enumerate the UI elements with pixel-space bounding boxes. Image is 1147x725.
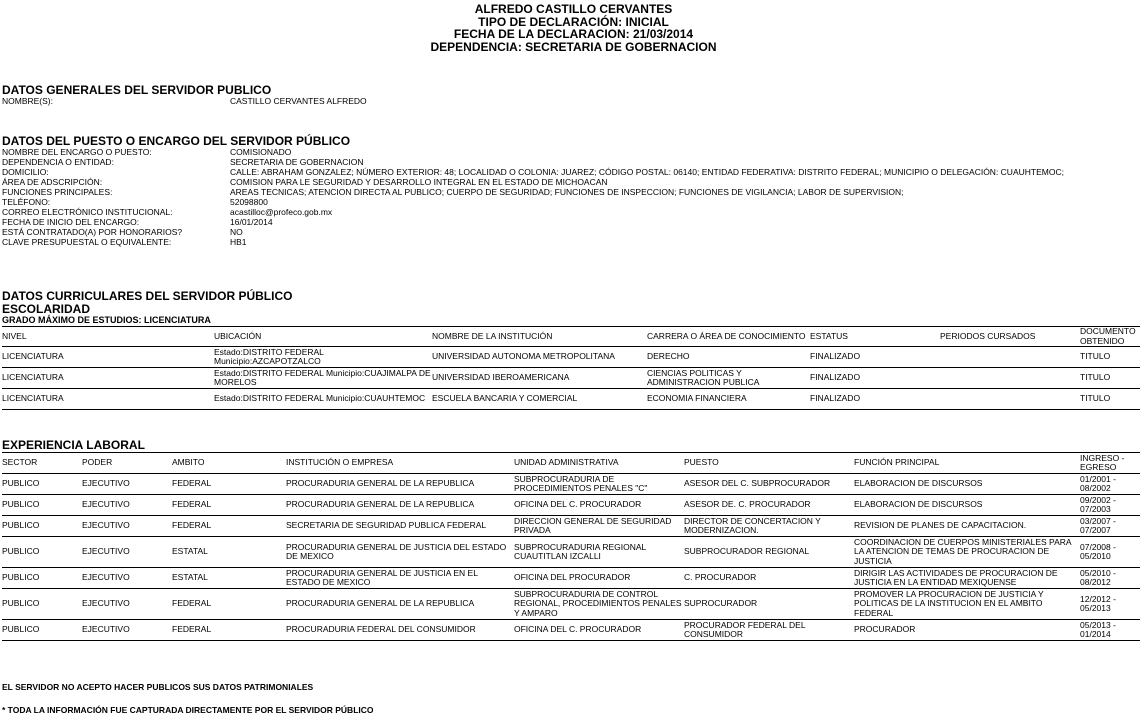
table-cell: LICENCIATURA <box>2 393 64 404</box>
field-label: TELÉFONO: <box>2 197 51 207</box>
escolaridad-table <box>2 326 1140 410</box>
table-cell: PUBLICO <box>2 598 40 609</box>
table-cell: PUBLICO <box>2 546 40 557</box>
column-header: INSTITUCIÓN O EMPRESA <box>286 457 394 468</box>
table-cell: UNIVERSIDAD IBEROAMERICANA <box>432 372 570 383</box>
field-value: 16/01/2014 <box>230 217 273 227</box>
table-cell: EJECUTIVO <box>82 572 130 583</box>
table-cell: FEDERAL <box>172 478 212 489</box>
column-header: DOCUMENTO OBTENIDO <box>1080 326 1136 346</box>
table-cell: REVISION DE PLANES DE CAPACITACION. <box>854 520 1027 531</box>
table-cell: EJECUTIVO <box>82 624 130 635</box>
table-cell: FINALIZADO <box>810 393 861 404</box>
field-label: ESTÁ CONTRATADO(A) POR HONORARIOS? <box>2 227 183 237</box>
fecha-declaracion: FECHA DE LA DECLARACION: 21/03/2014 <box>453 27 694 41</box>
field-value: HB1 <box>230 237 247 247</box>
table-cell: EJECUTIVO <box>82 520 130 531</box>
column-header: SECTOR <box>2 457 38 468</box>
table-cell: COORDINACION DE CUERPOS MINISTERIALES PARA LA ATENCION DE TEMAS DE PROCURACION DE JUSTICIA <box>854 536 1072 566</box>
table-cell: ESCUELA BANCARIA Y COMERCIAL <box>432 393 578 404</box>
table-cell: 12/2012 - 05/2013 <box>1080 593 1116 613</box>
table-cell: ESTATAL <box>172 572 208 583</box>
table-row <box>2 389 1140 410</box>
column-header: ESTATUS <box>810 330 848 341</box>
table-cell: ASESOR DEL C. SUBPROCURADOR <box>684 478 831 489</box>
column-header: PODER <box>82 457 113 468</box>
field-value: SECRETARIA DE GOBERNACION <box>230 157 364 167</box>
table-cell: DERECHO <box>647 351 690 362</box>
table-cell: FEDERAL <box>172 499 212 510</box>
table-row <box>2 589 1140 620</box>
field-value: NO <box>230 227 243 237</box>
table-cell: ELABORACION DE DISCURSOS <box>854 499 983 510</box>
column-header: FUNCIÓN PRINCIPAL <box>854 457 940 468</box>
field-label: DOMICILIO: <box>2 167 49 177</box>
table-cell: 05/2010 - 08/2012 <box>1080 567 1116 587</box>
table-row <box>2 516 1140 537</box>
table-cell <box>940 347 1080 368</box>
table-cell: PROCURADOR FEDERAL DEL CONSUMIDOR <box>684 619 806 639</box>
section-subtitle-escolaridad: ESCOLARIDAD <box>2 302 91 316</box>
table-cell: LICENCIATURA <box>2 372 64 383</box>
field-label: FUNCIONES PRINCIPALES: <box>2 187 113 197</box>
table-cell: OFICINA DEL C. PROCURADOR <box>514 499 642 510</box>
table-cell: 07/2008 - 05/2010 <box>1080 541 1116 561</box>
table-cell: FEDERAL <box>172 624 212 635</box>
table-cell: 03/2007 - 07/2007 <box>1080 515 1116 535</box>
table-cell: LICENCIATURA <box>2 351 64 362</box>
field-label: ÁREA DE ADSCRIPCIÓN: <box>2 177 103 187</box>
table-cell: PROCURADOR <box>854 624 916 635</box>
table-cell: SUBPROCURADURIA DE CONTROL REGIONAL, PROCEDIMIENTOS PENALES Y AMPARO <box>514 588 682 618</box>
table-cell: ESTATAL <box>172 546 208 557</box>
table-cell: SECRETARIA DE SEGURIDAD PUBLICA FEDERAL <box>286 520 487 531</box>
table-cell: ECONOMIA FINANCIERA <box>647 393 747 404</box>
field-label: CLAVE PRESUPUESTAL O EQUIVALENTE: <box>2 237 172 247</box>
table-cell: PROCURADURIA GENERAL DE LA REPUBLICA <box>286 478 475 489</box>
table-row <box>2 620 1140 641</box>
column-header: PUESTO <box>684 457 719 468</box>
table-cell: PROCURADURIA GENERAL DE JUSTICIA EN EL ESTADO DE MEXICO <box>286 567 478 587</box>
field-value: CALLE: ABRAHAM GONZALEZ; NÚMERO EXTERIOR: 48; LOCALIDAD O COLONIA: JUAREZ; CÓDIGO POSTAL: 06140; ENTIDAD FEDERATIVA: DISTRITO FEDERAL; MUNICIPIO O DELEGACIÓN: CUAUHTEMOC; <box>230 167 1064 177</box>
table-row <box>2 347 1140 368</box>
dependencia: DEPENDENCIA: SECRETARIA DE GOBERNACION <box>430 39 717 54</box>
field-value: 52098800 <box>230 197 268 207</box>
table-cell: DIRIGIR LAS ACTIVIDADES DE PROCURACION DE JUSTICIA EN LA ENTIDAD MEXIQUENSE <box>854 567 1058 587</box>
table-cell: C. PROCURADOR <box>684 572 757 583</box>
table-cell: 09/2002 - 07/2003 <box>1080 494 1116 514</box>
table-row <box>2 537 1140 568</box>
section-title-curriculares: DATOS CURRICULARES DEL SERVIDOR PÚBLICO <box>2 289 293 303</box>
column-header: PERIODOS CURSADOS <box>940 330 1036 341</box>
table-cell: SUBPROCURADOR REGIONAL <box>684 546 810 557</box>
table-cell: FINALIZADO <box>810 351 861 362</box>
table-cell: TITULO <box>1080 351 1111 362</box>
patrimoniales-note: EL SERVIDOR NO ACEPTO HACER PUBLICOS SUS DATOS PATRIMONIALES <box>2 682 314 692</box>
table-cell: ELABORACION DE DISCURSOS <box>854 478 983 489</box>
section-title-experiencia: EXPERIENCIA LABORAL <box>2 438 145 452</box>
table-cell: SUBPROCURADURIA DE PROCEDIMIENTOS PENALES "C" <box>514 473 648 493</box>
tipo-declaracion: TIPO DE DECLARACIÓN: INICIAL <box>478 14 669 29</box>
table-row <box>2 368 1140 389</box>
table-cell: DIRECCION GENERAL DE SEGURIDAD PRIVADA <box>514 515 672 535</box>
section-title-generales: DATOS GENERALES DEL SERVIDOR PUBLICO <box>2 83 272 97</box>
table-cell: OFICINA DEL C. PROCURADOR <box>514 624 642 635</box>
table-cell: 05/2013 - 01/2014 <box>1080 619 1116 639</box>
field-label: NOMBRE DEL ENCARGO O PUESTO: <box>2 147 152 157</box>
field-value: acastilloc@profeco.gob.mx <box>230 207 333 217</box>
table-cell <box>940 368 1080 389</box>
table-cell: EJECUTIVO <box>82 499 130 510</box>
table-cell: UNIVERSIDAD AUTONOMA METROPOLITANA <box>432 351 615 362</box>
table-row <box>2 568 1140 589</box>
table-cell: PUBLICO <box>2 478 40 489</box>
table-cell: SUBPROCURADURIA REGIONAL CUAUTITLAN IZCALLI <box>514 541 646 561</box>
field-value: COMISION PARA LE SEGURIDAD Y DESARROLLO INTEGRAL EN EL ESTADO DE MICHOACAN <box>230 177 608 187</box>
column-header: INGRESO - EGRESO <box>1080 452 1125 472</box>
table-cell: PROCURADURIA GENERAL DE LA REPUBLICA <box>286 499 475 510</box>
servidor-name: ALFREDO CASTILLO CERVANTES <box>474 2 673 16</box>
table-cell: OFICINA DEL PROCURADOR <box>514 572 631 583</box>
table-cell: PROMOVER LA PROCURACION DE JUSTICIA Y POLITICAS DE LA INSTITUCION EN EL AMBITO FEDERAL <box>854 588 1044 618</box>
field-label: DEPENDENCIA O ENTIDAD: <box>2 157 114 167</box>
table-cell: PUBLICO <box>2 624 40 635</box>
column-header: UBICACIÓN <box>214 330 262 341</box>
field-value: AREAS TECNICAS; ATENCION DIRECTA AL PUBLICO; CUERPO DE SEGURIDAD; FUNCIONES DE INSPECCION; FUNCIONES DE VIGILANCIA; LABOR DE SUPERVISION; <box>230 187 904 197</box>
table-cell: TITULO <box>1080 372 1111 383</box>
table-cell: PUBLICO <box>2 499 40 510</box>
table-cell: ASESOR DE. C. PROCURADOR <box>684 499 811 510</box>
table-row <box>2 474 1140 495</box>
field-value: CASTILLO CERVANTES ALFREDO <box>230 96 367 106</box>
table-cell: Estado:DISTRITO FEDERAL Municipio:AZCAPOTZALCO <box>214 346 324 366</box>
table-cell: PROCURADURIA FEDERAL DEL CONSUMIDOR <box>286 624 476 635</box>
table-cell: Estado:DISTRITO FEDERAL Municipio:CUAJIMALPA DE MORELOS <box>214 367 431 387</box>
table-cell: CIENCIAS POLITICAS Y ADMINISTRACION PUBLICA <box>647 367 760 387</box>
table-cell: PUBLICO <box>2 520 40 531</box>
table-cell: PUBLICO <box>2 572 40 583</box>
table-cell: FEDERAL <box>172 520 212 531</box>
field-label: NOMBRE(S): <box>2 96 53 106</box>
table-cell: EJECUTIVO <box>82 546 130 557</box>
table-cell: EJECUTIVO <box>82 478 130 489</box>
table-cell: PROCURADURIA GENERAL DE JUSTICIA DEL ESTADO DE MEXICO <box>286 541 507 561</box>
field-label: CORREO ELECTRÓNICO INSTITUCIONAL: <box>2 207 173 217</box>
table-cell: TITULO <box>1080 393 1111 404</box>
field-label: FECHA DE INICIO DEL ENCARGO: <box>2 217 140 227</box>
table-cell: SUPROCURADOR <box>684 598 758 609</box>
declaration-header <box>0 3 1147 53</box>
section-title-puesto: DATOS DEL PUESTO O ENCARGO DEL SERVIDOR PÚBLICO <box>2 134 351 148</box>
column-header: UNIDAD ADMINISTRATIVA <box>514 457 619 468</box>
column-header: CARRERA O ÁREA DE CONOCIMIENTO <box>647 330 806 341</box>
column-header: AMBITO <box>172 457 205 468</box>
field-value: COMISIONADO <box>230 147 292 157</box>
grado-maximo: GRADO MÁXIMO DE ESTUDIOS: LICENCIATURA <box>2 315 211 325</box>
table-cell <box>940 389 1080 410</box>
table-row <box>2 495 1140 516</box>
table-cell: FINALIZADO <box>810 372 861 383</box>
column-header: NIVEL <box>2 330 27 341</box>
captura-note: * TODA LA INFORMACIÓN FUE CAPTURADA DIRECTAMENTE POR EL SERVIDOR PÚBLICO <box>2 705 374 715</box>
table-cell: Estado:DISTRITO FEDERAL Municipio:CUAUHTEMOC <box>214 393 426 404</box>
table-cell: 01/2001 - 08/2002 <box>1080 473 1116 493</box>
experiencia-table <box>2 452 1140 641</box>
table-cell: EJECUTIVO <box>82 598 130 609</box>
table-cell: DIRECTOR DE CONCERTACION Y MODERNIZACION. <box>684 515 821 535</box>
table-cell: FEDERAL <box>172 598 212 609</box>
column-header: NOMBRE DE LA INSTITUCIÓN <box>432 330 553 341</box>
table-cell: PROCURADURIA GENERAL DE LA REPUBLICA <box>286 598 475 609</box>
